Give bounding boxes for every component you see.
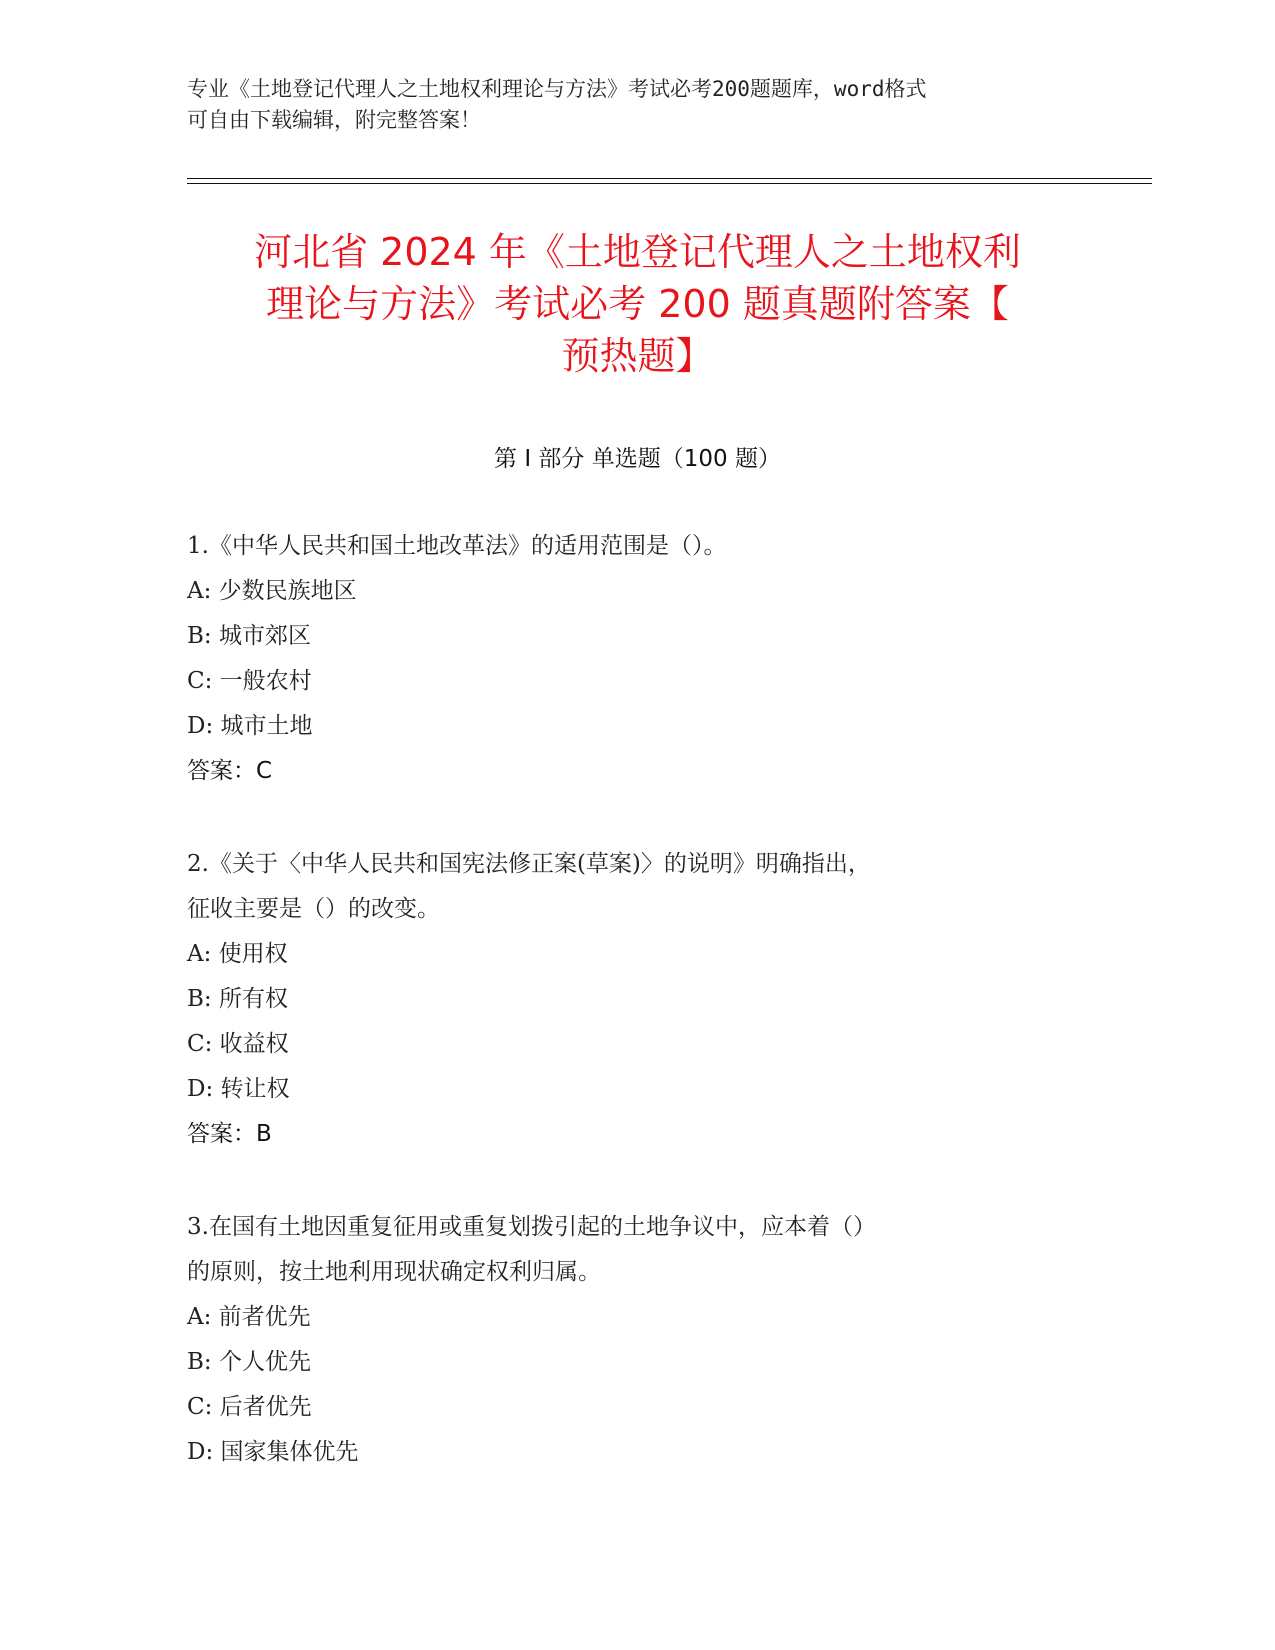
- document-title: [150, 226, 1125, 382]
- question-stem-line-1: 2.《关于〈中华人民共和国宪法修正案(草案)〉的说明》明确指出，: [187, 851, 871, 877]
- option-b: B: 城市郊区: [187, 623, 311, 649]
- header-divider-bottom: [187, 183, 1152, 184]
- intro-text: [187, 74, 1067, 136]
- option-d: D: 转让权: [187, 1076, 290, 1102]
- option-d: D: 国家集体优先: [187, 1439, 359, 1465]
- question-stem-line-1: 3.在国有土地因重复征用或重复划拨引起的土地争议中，应本着（）: [187, 1214, 876, 1240]
- option-a: A: 前者优先: [187, 1304, 311, 1330]
- answer: 答案：B: [187, 1121, 272, 1147]
- option-b: B: 个人优先: [187, 1349, 311, 1375]
- question-stem-line-2: 的原则，按土地利用现状确定权利归属。: [187, 1259, 601, 1285]
- intro-line-2: 可自由下载编辑，附完整答案！: [187, 108, 481, 132]
- question-3: [187, 1205, 1067, 1475]
- option-d: D: 城市土地: [187, 713, 313, 739]
- option-c: C: 后者优先: [187, 1394, 312, 1420]
- title-line-2: 理论与方法》考试必考 200 题真题附答案【: [266, 282, 1009, 326]
- option-a: A: 使用权: [187, 941, 288, 967]
- title-line-1: 河北省 2024 年《土地登记代理人之土地权利: [254, 230, 1021, 274]
- intro-line-1: 专业《土地登记代理人之土地权利理论与方法》考试必考200题题库，word格式: [187, 77, 927, 101]
- header-divider-top: [187, 178, 1152, 179]
- option-c: C: 一般农村: [187, 668, 312, 694]
- answer: 答案：C: [187, 758, 273, 784]
- question-1: [187, 524, 1067, 794]
- option-a: A: 少数民族地区: [187, 578, 357, 604]
- option-b: B: 所有权: [187, 986, 288, 1012]
- question-stem-line-2: 征收主要是（）的改变。: [187, 896, 440, 922]
- option-c: C: 收益权: [187, 1031, 289, 1057]
- title-line-3: 预热题】: [561, 334, 714, 378]
- question-stem: 1.《中华人民共和国土地改革法》的适用范围是（）。: [187, 533, 727, 559]
- section-heading: 第 I 部分 单选题（100 题）: [494, 446, 781, 472]
- question-2: [187, 842, 1067, 1157]
